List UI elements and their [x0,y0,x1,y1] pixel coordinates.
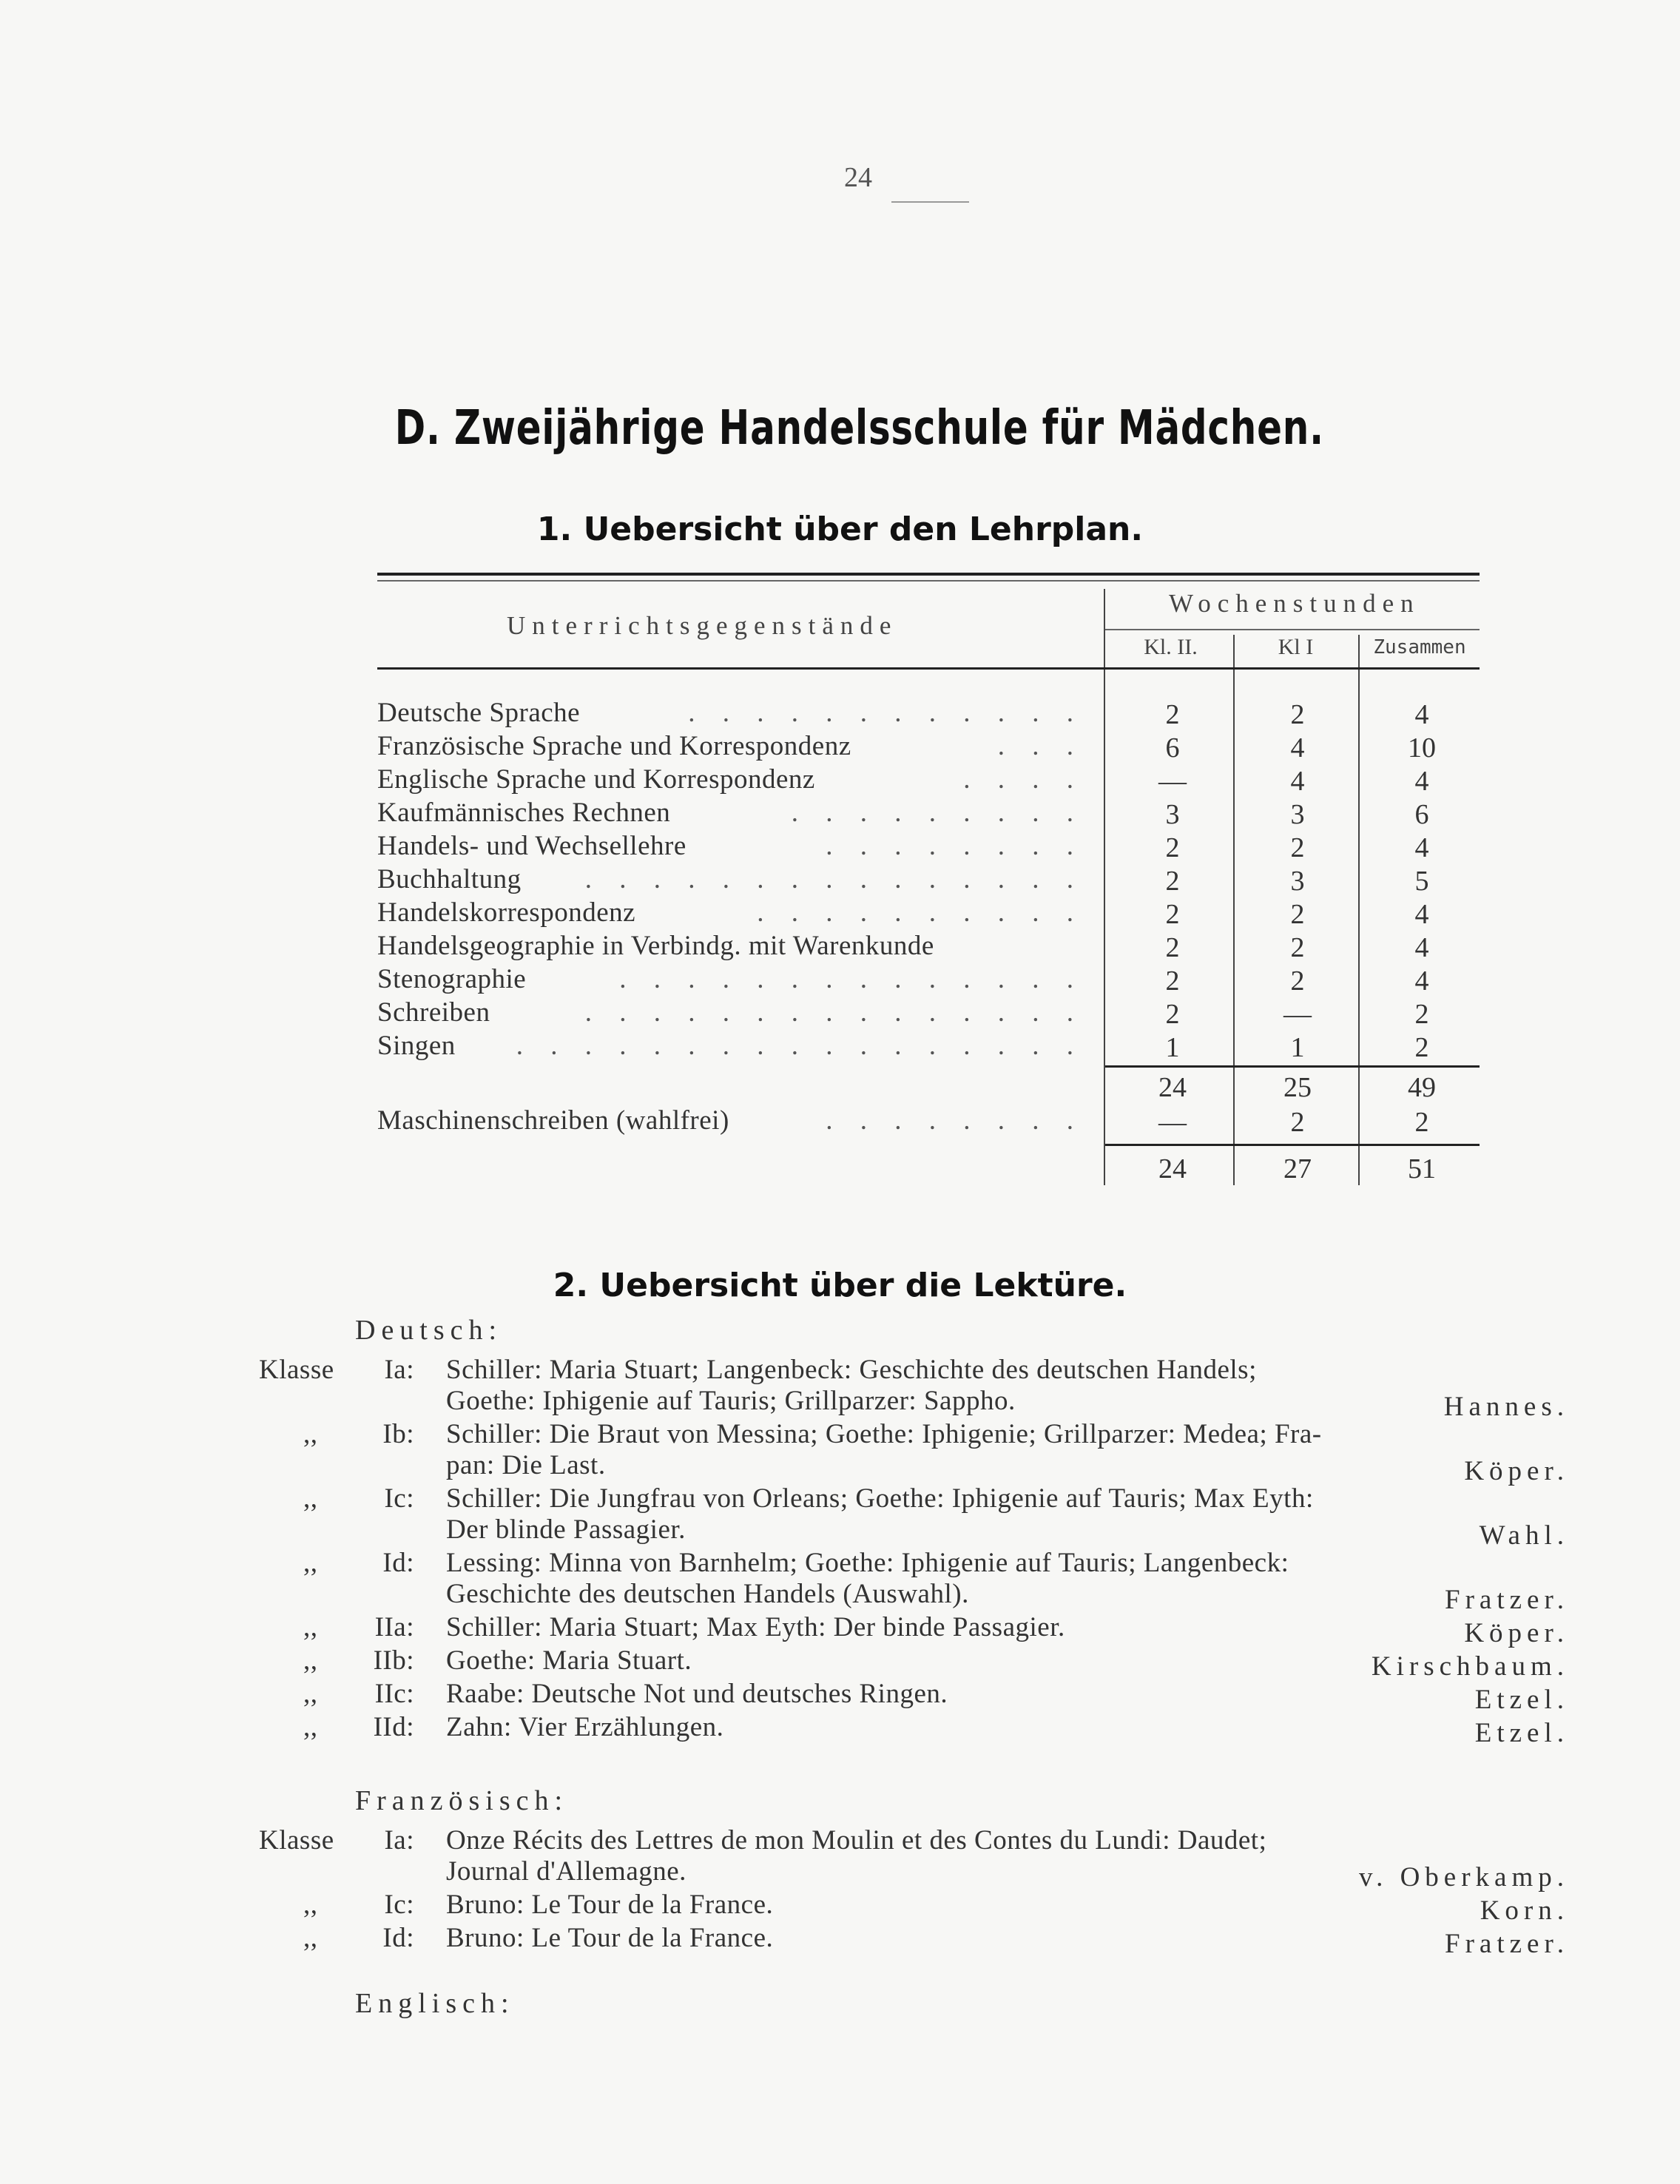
hours-kl1: 1 [1290,1032,1305,1063]
reading-line: Der blinde Passagier. [446,1514,686,1545]
leader-dots: . . . . . . . . . . . . . . . [584,864,1084,894]
class-label: Ib: [382,1419,414,1449]
hours-kl1: 2 [1290,832,1305,863]
teacher-name: Etzel. [1474,1718,1569,1748]
teacher-name: v. Oberkamp. [1358,1862,1569,1893]
class-label: Ia: [384,1825,414,1856]
class-prefix: ,, [303,1483,318,1514]
page-title: D. Zweijährige Handelsschule für Mädchen. [394,401,1324,456]
reading-line: Goethe: Maria Stuart. [446,1645,692,1676]
class-label: Ia: [384,1355,414,1385]
hours-total: 4 [1414,932,1429,963]
class-prefix: ,, [303,1548,318,1578]
leader-dots: . . . . . . . . . . . . [688,698,1084,728]
teacher-name: Kirschbaum. [1371,1651,1569,1682]
reading-line: Schiller: Die Jungfrau von Orleans; Goethe: Iphigenie auf Tauris; Max Eyth: [446,1483,1314,1514]
hours-kl2: 2 [1165,999,1180,1030]
hours-total: 4 [1414,965,1429,997]
hours-kl2: 2 [1165,899,1180,930]
teacher-name: Köper. [1464,1456,1569,1486]
total-kl2: 24 [1158,1153,1187,1184]
hours-kl1: — [1283,999,1312,1030]
hours-total: 2 [1414,999,1429,1030]
class-prefix: ,, [303,1679,318,1709]
optional-sum: 2 [1414,1107,1429,1138]
hours-kl1: 3 [1290,866,1305,897]
optional-dots: . . . . . . . . [826,1105,1084,1136]
class-prefix: ,, [303,1712,318,1742]
optional-kl2: — [1158,1107,1187,1138]
subtotal-kl2: 24 [1158,1072,1187,1103]
reading-line: pan: Die Last. [446,1450,606,1480]
subject-label: Französische Sprache und Korrespondenz [377,731,851,761]
header-kl1: Kl I [1278,635,1314,659]
teacher-name: Fratzer. [1445,1929,1569,1959]
hours-total: 4 [1414,699,1429,730]
leader-dots: . . . . . . . . . . . . . . . [584,997,1084,1028]
class-label: IIb: [373,1645,414,1676]
reading-line: Bruno: Le Tour de la France. [446,1923,774,1953]
class-label: Ic: [384,1483,414,1514]
hours-kl2: 2 [1165,866,1180,897]
class-label: IIa: [374,1612,414,1642]
hours-kl1: 2 [1290,899,1305,930]
reading-line: Journal d'Allemagne. [446,1856,686,1887]
hours-kl2: 6 [1165,732,1180,764]
header-kl2: Kl. II. [1144,635,1198,659]
reading-line: Zahn: Vier Erzählungen. [446,1712,724,1742]
subject-label: Buchhaltung [377,864,522,894]
page-number-rule [891,201,969,203]
subject-label: Handelskorrespondenz [377,897,636,928]
subject-label: Englische Sprache und Korrespondenz [377,764,815,795]
reading-line: Goethe: Iphigenie auf Tauris; Grillparzer: Sappho. [446,1386,1016,1416]
class-label: Ic: [384,1890,414,1920]
hours-total: 6 [1414,799,1429,830]
subtotal-kl1: 25 [1283,1072,1312,1103]
leader-dots: . . . . . . . . [826,831,1084,861]
teacher-name: Hannes. [1443,1392,1569,1422]
subtotal-sum: 49 [1408,1072,1436,1103]
leader-dots: . . . . [963,764,1084,795]
subject-label: Handelsgeographie in Verbindg. mit Warenkunde [377,931,934,961]
hours-total: 10 [1408,732,1436,764]
page-number: 24 [844,162,872,193]
header-subjects: Unterrichtsgegenstände [507,611,898,640]
hours-kl2: 3 [1165,799,1180,830]
hours-total: 4 [1414,766,1429,797]
subject-label: Schreiben [377,997,490,1028]
hours-kl1: 2 [1290,965,1305,997]
reading-line: Bruno: Le Tour de la France. [446,1890,774,1920]
hours-total: 4 [1414,832,1429,863]
header-total: Zusammen [1373,636,1466,658]
teacher-name: Korn. [1480,1895,1569,1926]
class-prefix: ,, [303,1419,318,1449]
subject-label: Kaufmännisches Rechnen [377,798,671,828]
hours-total: 4 [1414,899,1429,930]
reading-line: Schiller: Maria Stuart; Langenbeck: Geschichte des deutschen Handels; [446,1355,1257,1385]
teacher-name: Fratzer. [1445,1585,1569,1615]
subject-label: Singen [377,1031,456,1061]
hours-kl2: 2 [1165,965,1180,997]
class-label: Id: [382,1548,414,1578]
teacher-name: Etzel. [1474,1685,1569,1715]
class-prefix: ,, [303,1923,318,1953]
reading-line: Onze Récits des Lettres de mon Moulin et des Contes du Lundi: Daudet; [446,1825,1267,1856]
subject-label: Handels- und Wechsellehre [377,831,686,861]
reading-line: Schiller: Die Braut von Messina; Goethe: Iphigenie; Grillparzer: Medea; Fra- [446,1419,1322,1449]
leader-dots: . . . . . . . . . . . . . . [619,964,1084,994]
hours-total: 2 [1414,1032,1429,1063]
hours-kl1: 2 [1290,699,1305,730]
section1-title: 1. Uebersicht über den Lehrplan. [536,510,1144,548]
hours-kl2: 2 [1165,699,1180,730]
subject-label: Stenographie [377,964,527,994]
class-label: IIc: [374,1679,414,1709]
optional-subject: Maschinenschreiben (wahlfrei) [377,1105,729,1136]
hours-kl2: — [1158,766,1187,797]
total-rule [1105,1144,1480,1146]
hours-total: 5 [1414,866,1429,897]
total-kl1: 27 [1283,1153,1312,1184]
reading-line: Schiller: Maria Stuart; Max Eyth: Der binde Passagier. [446,1612,1065,1642]
leader-dots: . . . . . . . . . . [757,897,1084,928]
class-prefix: Klasse [259,1825,334,1856]
optional-kl1: 2 [1290,1107,1305,1138]
teacher-name: Köper. [1464,1618,1569,1648]
deutsch-heading: Deutsch: [355,1315,503,1346]
hours-kl2: 1 [1165,1032,1180,1063]
hours-kl1: 3 [1290,799,1305,830]
subtotal-rule [1105,1065,1480,1068]
hours-kl2: 2 [1165,932,1180,963]
class-prefix: ,, [303,1890,318,1920]
reading-line: Lessing: Minna von Barnhelm; Goethe: Iphigenie auf Tauris; Langenbeck: [446,1548,1289,1578]
hours-kl1: 2 [1290,932,1305,963]
header-bottom-rule [377,667,1480,670]
englisch-heading: Englisch: [355,1988,515,2019]
subject-label: Deutsche Sprache [377,698,581,728]
leader-dots: . . . . . . . . . . . . . . . . . [516,1031,1084,1061]
hours-kl2: 2 [1165,832,1180,863]
class-prefix: ,, [303,1645,318,1676]
section2-title: 2. Uebersicht über die Lektüre. [553,1267,1127,1304]
leader-dots: . . . . . . . . . [791,798,1084,828]
hours-kl1: 4 [1290,766,1305,797]
header-hours-rule [1105,629,1480,630]
table-top-rule-thin [377,580,1480,582]
teacher-name: Wahl. [1479,1520,1569,1551]
class-prefix: ,, [303,1612,318,1642]
hours-kl1: 4 [1290,732,1305,764]
class-label: Id: [382,1923,414,1953]
class-label: IId: [373,1712,414,1742]
leader-dots: . . . [997,731,1084,761]
reading-line: Raabe: Deutsche Not und deutsches Ringen. [446,1679,948,1709]
reading-line: Geschichte des deutschen Handels (Auswahl). [446,1579,969,1609]
total-sum: 51 [1408,1153,1436,1184]
table-top-rule [377,573,1480,576]
header-hours: Wochenstunden [1169,589,1420,618]
franzoesisch-heading: Französisch: [355,1785,569,1816]
class-prefix: Klasse [259,1355,334,1385]
